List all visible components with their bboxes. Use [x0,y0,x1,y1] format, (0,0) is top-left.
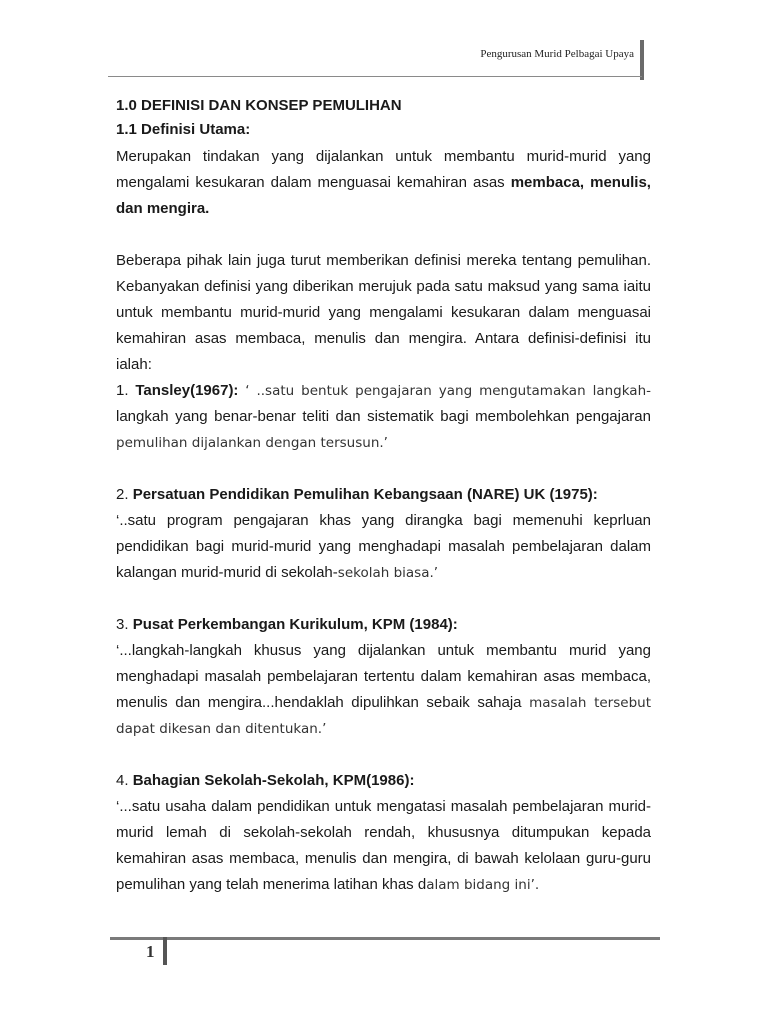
item-source: Bahagian Sekolah-Sekolah, KPM(1986): [132,772,415,789]
definition-item-3-quote [116,638,651,742]
item-quote-part: ‘...satu usaha dalam pendidikan untuk mengatasi masalah pembelajaran murid-murid lemah di sekolah-sekolah rendah, khususnya ditumpukan kepada kemahiran asas membaca, menulis dan mengira, di bawah kelolaan guru-guru pemulihan yang telah menerima latihan khas d [116,798,651,893]
definition-item-1 [116,378,651,456]
definition-item-4-quote [116,794,651,898]
item-quote-part: langkah yang benar-benar teliti dan sistematik bagi membolehkan pengajaran [116,408,651,425]
main-definition [116,144,651,222]
definition-item-2-heading [116,482,651,508]
item-source: Persatuan Pendidikan Pemulihan Kebangsaan (NARE) UK (1975): [132,486,598,503]
intro-paragraph: Beberapa pihak lain juga turut memberikan definisi mereka tentang pemulihan. Kebanyakan definisi yang diberikan merujuk pada satu maksud yang sama iaitu untuk membantu murid-murid yang mengalami kesukaran dalam menguasai kemahiran asas membaca, menulis dan mengira. Antara definisi-definisi itu ialah: [116,252,651,373]
item-quote-part: ‘...langkah-langkah khusus yang dijalankan untuk membantu murid yang menghadapi masalah pembelajaran tertentu dalam kemahiran asas membaca, menulis dan mengira...hendaklah dipulihkan sebaik sahaja [116,642,651,711]
header-vertical-rule [640,40,644,80]
item-quote-part: pemulihan dijalankan dengan tersusun.’ [116,435,388,451]
definition-item-2-quote [116,508,651,586]
item-quote-part: ‘ ..satu bentuk pengajaran yang mengutamakan langkah- [245,383,651,399]
header-rule [108,76,642,77]
item-quote-part: masalah tersebut dapat dikesan dan ditentukan.’ [116,695,651,737]
item-quote-part: alam bidang ini’. [426,877,540,893]
document-body [116,96,651,898]
subsection-title: 1.1 Definisi Utama: [116,121,251,138]
section-title: 1.0 DEFINISI DAN KONSEP PEMULIHAN [116,97,402,114]
definition-text: Merupakan tindakan yang dijalankan untuk membantu murid-murid yang mengalami kesukaran dalam menguasai kemahiran asas [116,148,651,191]
definition-item-4-heading [116,768,651,794]
footer-vertical-rule [163,937,167,965]
item-source: Pusat Perkembangan Kurikulum, KPM (1984): [132,616,458,633]
definition-bold: membaca, menulis, dan mengira. [116,174,651,217]
running-header: Pengurusan Murid Pelbagai Upaya [480,48,634,60]
item-number: 1. [116,382,129,399]
footer-rule [110,937,660,940]
item-quote-part: sekolah biasa.’ [337,565,439,581]
page-number: 1 [146,942,155,961]
item-number: 2. [116,486,129,503]
item-quote-part: ‘..satu program pengajaran khas yang dirangka bagi memenuhi keprluan pendidikan bagi murid-murid yang menghadapi masalah pembelajaran dalam kalangan murid-murid di sekolah- [116,512,651,581]
item-number: 4. [116,772,129,789]
item-number: 3. [116,616,129,633]
item-source: Tansley(1967): [135,382,239,399]
definition-item-3-heading [116,612,651,638]
